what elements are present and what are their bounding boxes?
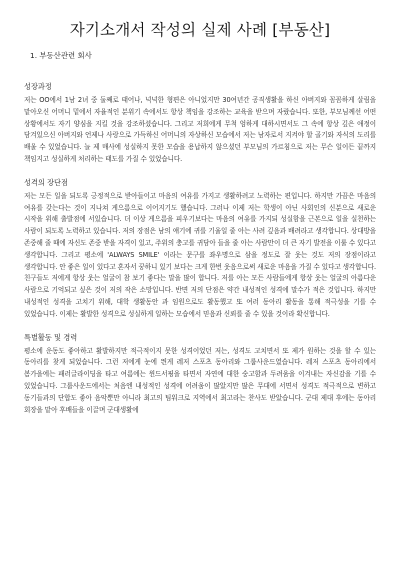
document-subtitle: 1. 부동산관련 회사 [30, 51, 92, 60]
section-body-activities: 평소에 운동도 좋아하고 활발하지만 적극적이지 못한 성격이었던 저는, 성격도 고치면서 또 제가 원하는 것을 할 수 있는 동아리를 찾게 되었습니다. 그런 저에게 눈에 띈게 레저 스포츠 동아리와 그룹사운드였습니다. 레저 스포츠 동아리에서 봄가을에는 패러글라이딩을 타고 여름에는 윈드서핑을 타면서 자연에 대한 숭고함과 두려움을 이겨내는 자신감을 기를 수 있었습니다. 그룹사운드에서는 처음엔 내성적인 성격에 어려움이 많았지만 많은 무대에 서면서 성격도 적극적으로 변하고 동기들과의 단합도 좋아 음악뿐만 아니라 최고의 팀워크로 지역에서 최고라는 찬사도 받았습니다. 군대 제대 후에는 동아리 회장을 맡아 후배들을 이끌며 군대생활에 [24, 346, 376, 414]
section-heading-activities: 특별활동 및 경력 [24, 332, 78, 342]
section-body-growth: 저는 OO에서 1남 2녀 중 둘째로 태어나, 넉넉한 형편은 아니었지만 30여년간 공직생활을 하신 아버지와 꼼꼼하게 살림을 맡아오신 어머니 밑에서 자율적인 분위기 속에서도 항상 책임을 강조하는 교육을 받으며 자랐습니다. 또한, 부모님께선 어떤 상황에서도 자기 양심을 지킬 것을 강조하셨습니다. 그리고 저희에게 무척 엄하게 대하시면서도 그 속에 항상 깊은 애정이 담겨있으신 아버지와 언제나 사랑으로 가득하신 어머니의 자상하신 모습에서 저는 남자로서 지켜야 할 골기와 자식의 도리를 배울 수 있었습니다. 늘 제 매사에 성실하지 못한 모습을 용납하지 않으셨던 부모님의 가르침으로 저는 무슨 일이든 끝까지 책임지고 성실하게 처리하는 태도를 가질 수 있었습니다. [24, 96, 376, 163]
document-title: 자기소개서 작성의 실제 사례 [부동산] [69, 21, 331, 39]
section-body-personality: 저는 모든 일을 되도록 긍정적으로 받아들이고 마음의 여유를 가지고 생활하려고 노력하는 편입니다. 하지만 가끔은 마음의 여유를 갖는다는 것이 지나쳐 게으름으로 이어지기도 했습니다. 그러나 이제 저는 학생이 아닌 사회인의 신분으로 새로운 시작을 위해 출발점에 서있습니다. 더 이상 게으름을 피우기보다는 마음의 여유를 가지되 성실함을 근본으로 일을 실천하는 사람이 되도록 노력하고 있습니다. 저의 장점은 남의 얘기에 귀를 기울일 줄 아는 사려 깊음과 배려라고 생각합니다. 상대방을 존중해 줄 때에 자신도 존중 받을 자격이 있고, 주위의 충고를 귀담아 들을 줄 아는 사람만이 더 큰 자기 발전을 이룰 수 있다고 생각합니다. 그리고 평소에 'ALWAYS SMILE' 이라는 문구를 좌우명으로 삼을 정도로 잘 웃는 것도 저의 장점이라고 생각합니다. 안 좋은 일이 있다고 혼자서 꿍하니 있기 보다는 크게 한번 웃음으로써 새로운 마음을 가질 수 있다고 생각합니다. 친구들도 저에게 항상 웃는 얼굴이 참 보기 좋다는 말을 많이 합니다. 저를 아는 모든 사람들에게 항상 웃는 얼굴의 아름다운 사람으로 기억되고 싶은 것이 저의 작은 소망입니다. 반면 저의 단점은 약간 내성적인 성격에 말수가 적은 것입니다. 하지만 내성적인 성격을 고치기 위해, 대학 생활동안 과 임원으로도 활동했고 또 여러 동아리 활동을 통해 적극성을 기를 수 있었습니다. 이제는 활발한 성격으로 성실하게 일하는 모습에서 믿음과 신뢰를 줄 수 있을 것이라 확신합니다. [24, 191, 376, 318]
section-heading-personality: 성격의 장단점 [24, 177, 68, 187]
section-heading-growth: 성장과정 [24, 82, 52, 91]
